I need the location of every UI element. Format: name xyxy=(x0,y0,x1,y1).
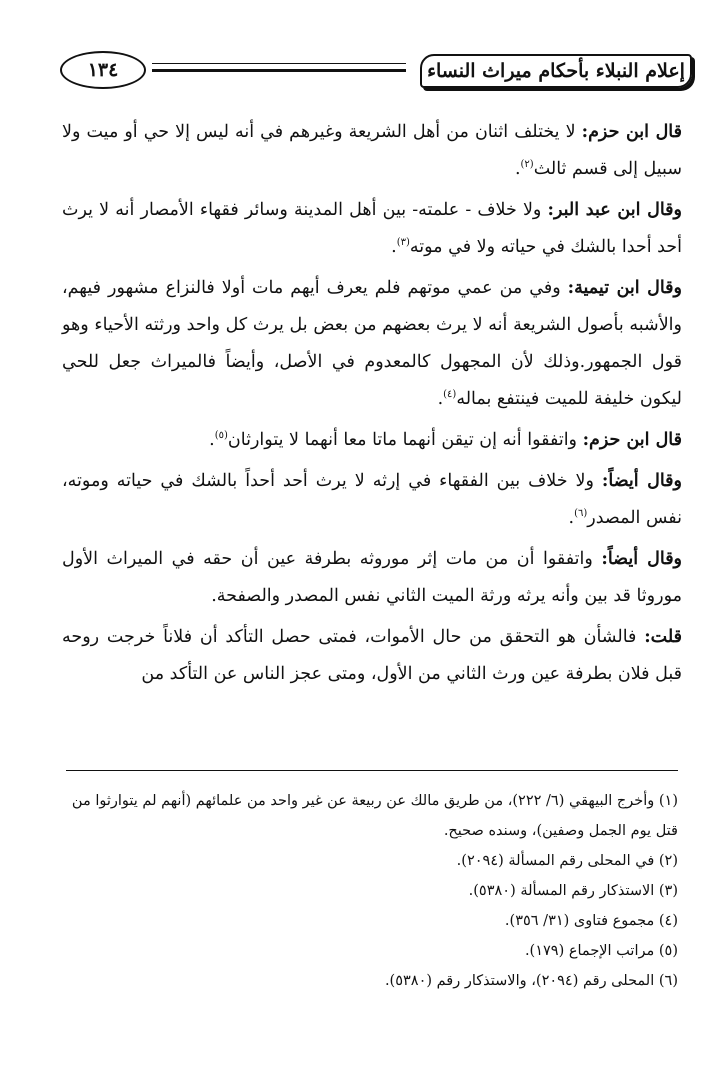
paragraph-text: لا يختلف اثنان من أهل الشريعة وغيرهم في أنه ليس إلا حي أو ميت ولا سبيل إلى قسم ثالث xyxy=(62,122,682,179)
paragraph xyxy=(62,463,682,537)
paragraph-tail: . xyxy=(391,237,397,257)
paragraph xyxy=(62,270,682,418)
running-title: إعلام النبلاء بأحكام ميراث النساء xyxy=(420,54,692,88)
paragraph-text: ولا خلاف بين الفقهاء في إرثه لا يرث أحد أحداً بالشك في حياته وموته، نفس المصدر xyxy=(62,471,682,528)
footnote: (٣) الاستذكار رقم المسألة (٥٣٨٠). xyxy=(468,883,678,899)
paragraph-lead: قلت: xyxy=(644,627,682,647)
paragraph-text: واتفقوا أن من مات إثر موروثه بطرفة عين أن حقه في الميراث الأول موروثا قد بين وأنه يرثه ورثة الميت الثاني نفس المصدر والصفحة. xyxy=(62,549,682,606)
footnote-ref: (٣) xyxy=(396,237,410,249)
paragraph-tail: . xyxy=(209,430,215,450)
paragraph-lead: وقال ابن عبد البر: xyxy=(547,200,682,220)
paragraph-text: وفي من عمي موتهم فلم يعرف أيهم مات أولا فالنزاع مشهور فيهم، والأشبه بأصول الشريعة أنه لا يرث بعضهم من بعض بل يرث كل واحد ورثته الأحياء وهو قول الجمهور.وذلك لأن المجهول كالمعدوم في الأصل، وأيضاً فالميراث جعل للحي ليكون خليفة للميت فينتفع بماله xyxy=(62,278,682,409)
paragraph-text: واتفقوا أنه إن تيقن أنهما ماتا معا أنهما لا يتوارثان xyxy=(227,430,583,450)
paragraph xyxy=(62,192,682,266)
paragraph-text: ولا خلاف - علمته- بين أهل المدينة وسائر فقهاء الأمصار أنه لا يرث أحد أحدا بالشك في حياته ولا في موته xyxy=(62,200,682,257)
paragraph-tail: . xyxy=(437,389,444,409)
footnote-separator xyxy=(66,770,678,771)
footnote: (١) وأخرج البيهقي (٦/ ٢٢٢)، من طريق مالك عن ربيعة عن غير واحد من علمائهم (أنهم لم يتوارثوا من قتل يوم الجمل وصفين)، وسنده صحيح. xyxy=(71,793,678,839)
header-rule-thin xyxy=(152,63,406,64)
header-rule xyxy=(152,63,406,73)
footnote: (٤) مجموع فتاوى (٣١/ ٣٥٦). xyxy=(504,913,678,929)
paragraph xyxy=(62,541,682,615)
paragraph-lead: وقال أيضاً: xyxy=(601,549,683,569)
footnote-ref: (٢) xyxy=(520,159,534,171)
paragraph-lead: قال ابن حزم: xyxy=(582,430,682,450)
footnote-ref: (٥) xyxy=(214,430,228,442)
page-number: ١٣٤ xyxy=(60,51,146,89)
paragraph xyxy=(62,422,682,459)
paragraph-lead: وقال ابن تيمية: xyxy=(567,278,683,298)
footnote: (٦) المحلى رقم (٢٠٩٤)، والاستذكار رقم (٥٣٨٠). xyxy=(384,973,678,989)
paragraph xyxy=(62,619,682,693)
page-header xyxy=(60,48,692,98)
paragraph-text: فالشأن هو التحقق من حال الأموات، فمتى حصل التأكد أن فلاناً خرجت روحه قبل فلان بطرفة عين ورث الثاني من الأول، ومتى عجز الناس عن التأكد من xyxy=(62,627,682,684)
paragraph-tail: . xyxy=(514,159,521,179)
paragraph xyxy=(62,114,682,188)
paragraph-tail: . xyxy=(568,508,575,528)
footnote-ref: (٦) xyxy=(574,508,588,520)
footnotes xyxy=(66,786,678,996)
paragraph-lead: وقال أيضاً: xyxy=(601,471,682,491)
paragraph-lead: قال ابن حزم: xyxy=(581,122,683,142)
footnote: (٥) مراتب الإجماع (١٧٩). xyxy=(524,943,678,959)
footnote: (٢) في المحلى رقم المسألة (٢٠٩٤). xyxy=(456,853,678,869)
footnote-ref: (٤) xyxy=(443,389,457,401)
header-rule-thick xyxy=(152,69,406,72)
main-text xyxy=(62,114,682,697)
